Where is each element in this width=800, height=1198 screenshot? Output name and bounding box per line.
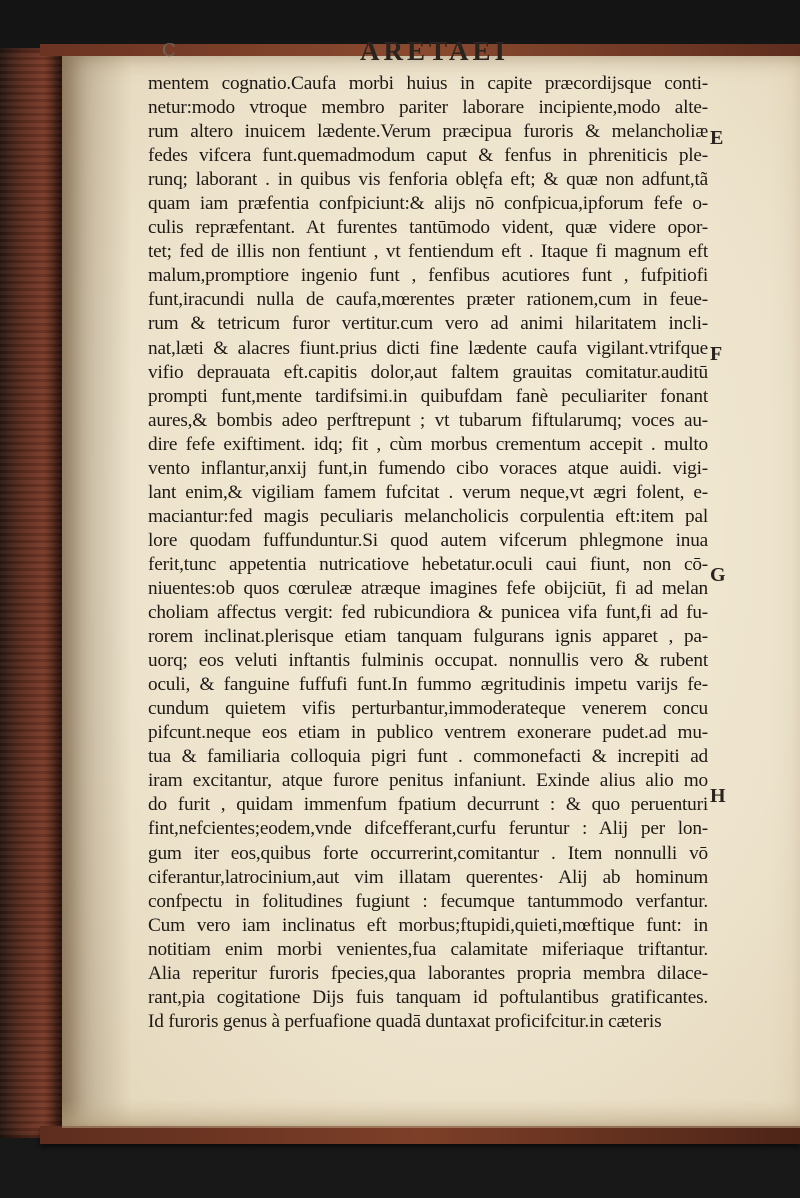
text-line: ferit,tunc appetentia nutricatiove hebetatur.oculi caui fiunt, non cō-	[148, 553, 708, 575]
book-binding	[0, 48, 62, 1138]
text-line: lore quodam fuffunduntur.Si quod autem vifcerum phlegmone inua	[148, 529, 708, 551]
text-line: fint,nefcientes;eodem,vnde difcefferant,curfu feruntur : Alij per lon-	[148, 818, 708, 840]
text-line: notitiam enim morbi venientes,fua calamitate miferiaque triftantur.	[148, 938, 708, 960]
text-line: prompti funt,mente tardifsimi.in quibufdam fanè peculiariter fonant	[148, 385, 708, 407]
text-line: rant,pia cogitatione Dijs fuis tanquam id poftulantibus gratificantes.	[148, 986, 708, 1008]
text-line: Alia reperitur furoris fpecies,qua laborantes propria membra dilace-	[148, 962, 708, 984]
text-line: iram excitantur, atque furore penitus infaniunt. Exinde alius alio mo	[148, 770, 708, 792]
text-line: funt,iracundi nulla de caufa,mœrentes præter rationem,cum in feue-	[148, 289, 708, 311]
text-line: rorem inclinat.plerisque etiam tanquam fulgurans ignis apparet , pa-	[148, 626, 708, 648]
text-line: gum iter eos,quibus forte occurrerint,comitantur . Item nonnulli vō	[148, 842, 708, 864]
text-line: uorq; eos veluti inftantis fulminis occupat. nonnullis vero & rubent	[148, 650, 708, 672]
running-head-title: ARETAEI	[360, 36, 510, 66]
folio-mark: C	[162, 40, 176, 61]
text-line: mentem cognatio.Caufa morbi huius in capite præcordijsque conti-	[148, 73, 708, 94]
text-line: Id furoris genus à perfuafione quadā duntaxat proficifcitur.in cæteris	[148, 1010, 662, 1032]
text-line: netur:modo vtroque membro pariter laborare incipiente,modo alte-	[148, 97, 708, 119]
text-line: lant enim,& vigiliam famem fufcitat . verum neque,vt ægri folent, e-	[148, 481, 708, 503]
text-line: vento inflantur,anxij funt,in fumendo cibo voraces atque auidi. vigi-	[148, 457, 708, 479]
text-line: cundum quietem vifis perturbantur,immoderateque venerem concu	[148, 698, 708, 720]
text-line: pifcunt.neque eos etiam in publico ventrem exonerare pudet.ad mu-	[148, 722, 708, 744]
book-board-bottom-edge	[40, 1126, 800, 1144]
page-bottom-edge	[62, 1100, 800, 1128]
text-line: tet; fed de illis non fentiunt , vt fentiendum eft . Itaque fi magnum eft	[148, 241, 708, 263]
text-line: rum altero inuicem lædente.Verum præcipua furoris & melancholiæ	[148, 121, 708, 143]
margin-letter-f: F	[710, 343, 723, 365]
text-line: oculi, & fanguine fuffufi funt.In fummo ægritudinis impetu varijs fe-	[148, 674, 708, 696]
text-line: do furit , quidam immenfum fpatium decurrunt : & quo peruenturi	[148, 794, 708, 816]
text-line: Cum vero iam inclinatus eft morbus;ftupidi,quieti,mœftique funt: in	[148, 914, 708, 936]
text-line: dire fefe exiftiment. idq; fit , cùm morbus crementum accepit . multo	[148, 433, 708, 455]
text-line: aures,& bombis adeo perftrepunt ; vt tubarum fiftularumq; voces au-	[148, 409, 708, 431]
text-line: rum & tetricum furor vertitur.cum vero ad animi hilaritatem incli-	[148, 313, 708, 335]
text-line: niuentes:ob quos cœruleæ atræque imagines fefe obijciūt, fi ad melan	[148, 577, 708, 599]
page-header	[150, 34, 650, 74]
text-line: culis repræfentant. At furentes tantūmodo vident, quæ videre opor-	[148, 217, 708, 239]
margin-letter-h: H	[710, 785, 726, 807]
text-line: nat,læti & alacres fiunt.prius dicti fine lædente caufa vigilant.vtrifque	[148, 337, 708, 359]
latin-text-body	[148, 72, 708, 1034]
margin-letter-e: E	[710, 127, 724, 149]
text-line: quam iam præfentia confpiciunt:& alijs nō confpicua,ipforum fefe o-	[148, 193, 708, 215]
text-line: tua & familiaria colloquia pigri funt . commonefacti & increpiti ad	[148, 746, 708, 768]
gutter-shadow	[62, 56, 132, 1128]
text-line: ciferantur,latrocinium,aut vim illatam querentes· Alij ab hominum	[148, 866, 708, 888]
text-line: maciantur:fed magis peculiaris melancholicis corpulentia eft:item pal	[148, 505, 708, 527]
text-line: choliam affectus vergit: fed rubicundiora & punicea vifa funt,fi ad fu-	[148, 602, 708, 624]
margin-letter-g: G	[710, 564, 726, 586]
text-line: malum,promptiore ingenio funt , fenfibus acutiores funt , fufpitiofi	[148, 265, 708, 287]
text-line: runq; laborant . in quibus vis fenforia oblęfa eft; & quæ non adfunt,tã	[148, 169, 708, 191]
text-line: fedes vifcera funt.quemadmodum caput & fenfus in phreniticis ple-	[148, 145, 708, 167]
text-line: vifio deprauata eft.capitis dolor,aut faltem grauitas comitatur.auditū	[148, 361, 708, 383]
text-line: confpectu in folitudines fugiunt : fecumque tantummodo verfantur.	[148, 890, 708, 912]
